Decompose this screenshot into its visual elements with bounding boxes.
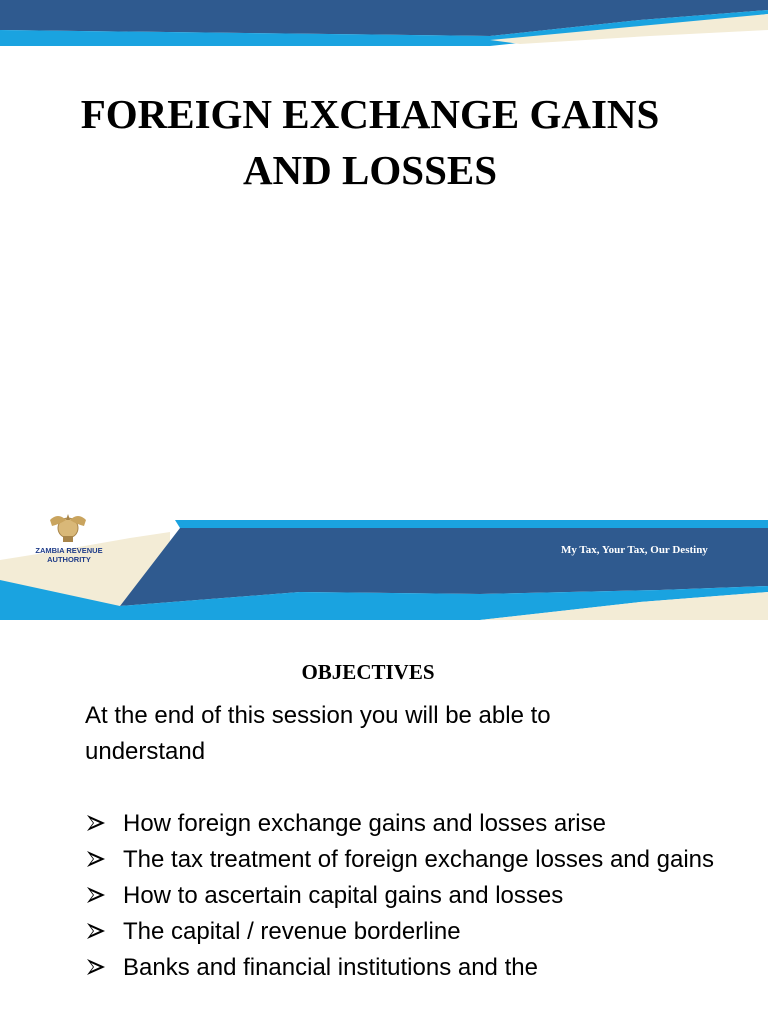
logo-text — [18, 546, 120, 564]
zra-logo — [18, 510, 130, 572]
arrowhead-bullet-icon — [85, 885, 107, 905]
list-item — [85, 878, 745, 913]
list-item — [85, 950, 745, 985]
slide-title — [0, 86, 740, 198]
intro-text: At the end of this session you will be able to understand — [85, 702, 551, 765]
list-item-text: How to ascertain capital gains and losses — [123, 882, 564, 909]
list-item — [85, 842, 745, 877]
list-item — [85, 806, 745, 841]
arrowhead-bullet-icon — [85, 957, 107, 977]
objectives-slide — [0, 620, 768, 1024]
top-decorative-band — [0, 0, 768, 48]
objectives-list — [85, 806, 745, 986]
objectives-heading: OBJECTIVES — [301, 660, 435, 684]
logo-text-line-2: AUTHORITY — [47, 555, 91, 564]
tagline: My Tax, Your Tax, Our Destiny — [561, 544, 708, 556]
arrowhead-bullet-icon — [85, 921, 107, 941]
list-item-text: The capital / revenue borderline — [123, 918, 461, 945]
zra-emblem-icon — [46, 510, 90, 546]
list-item — [85, 914, 745, 949]
list-item-text: The tax treatment of foreign exchange losses and gains — [123, 846, 715, 873]
title-line-1: FOREIGN EXCHANGE GAINS — [80, 91, 660, 137]
arrowhead-bullet-icon — [85, 813, 107, 833]
list-item-text: Banks and financial institutions and the — [123, 954, 538, 981]
logo-text-line-1: ZAMBIA REVENUE — [35, 546, 103, 555]
arrowhead-bullet-icon — [85, 849, 107, 869]
list-item-text: How foreign exchange gains and losses arise — [123, 810, 606, 837]
title-line-2: AND LOSSES — [242, 147, 498, 193]
